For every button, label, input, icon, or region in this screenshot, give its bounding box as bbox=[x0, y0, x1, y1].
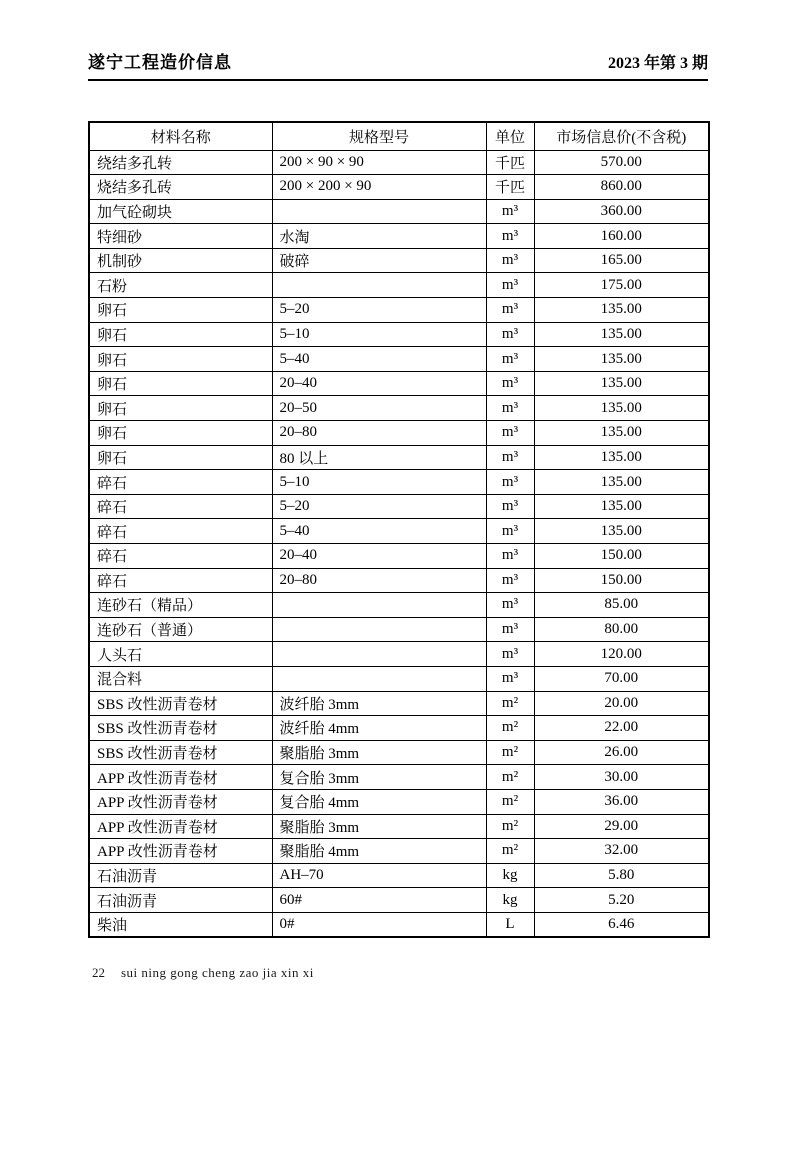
cell-material-name: 绕结多孔转 bbox=[89, 150, 272, 175]
price-table bbox=[88, 121, 710, 938]
cell-material-name: 人头石 bbox=[89, 642, 272, 667]
cell-unit: m³ bbox=[486, 666, 534, 691]
cell-specification: 聚脂胎 3mm bbox=[272, 814, 486, 839]
table-row bbox=[89, 740, 709, 765]
cell-unit: m³ bbox=[486, 642, 534, 667]
cell-material-name: 卵石 bbox=[89, 322, 272, 347]
column-header-0: 材料名称 bbox=[89, 122, 272, 150]
table-row bbox=[89, 248, 709, 273]
cell-specification: 5–40 bbox=[272, 347, 486, 372]
cell-material-name: 卵石 bbox=[89, 347, 272, 372]
cell-price: 85.00 bbox=[534, 593, 709, 618]
cell-material-name: APP 改性沥青卷材 bbox=[89, 789, 272, 814]
table-row bbox=[89, 839, 709, 864]
cell-unit: m³ bbox=[486, 470, 534, 495]
cell-price: 860.00 bbox=[534, 175, 709, 200]
cell-material-name: 碎石 bbox=[89, 519, 272, 544]
cell-unit: m³ bbox=[486, 273, 534, 298]
cell-unit: m³ bbox=[486, 421, 534, 446]
cell-material-name: 加气砼砌块 bbox=[89, 199, 272, 224]
cell-specification: 水淘 bbox=[272, 224, 486, 249]
page-number: 22 bbox=[92, 965, 105, 980]
cell-price: 36.00 bbox=[534, 789, 709, 814]
cell-material-name: SBS 改性沥青卷材 bbox=[89, 691, 272, 716]
table-row bbox=[89, 912, 709, 937]
issue-label: 2023 年第 3 期 bbox=[607, 55, 708, 72]
cell-unit: m² bbox=[486, 740, 534, 765]
table-row bbox=[89, 568, 709, 593]
cell-material-name: 卵石 bbox=[89, 421, 272, 446]
table-row bbox=[89, 691, 709, 716]
table-row bbox=[89, 347, 709, 372]
cell-specification: 20–40 bbox=[272, 544, 486, 569]
table-row bbox=[89, 716, 709, 741]
cell-material-name: 石油沥青 bbox=[89, 863, 272, 888]
table-row bbox=[89, 494, 709, 519]
table-row bbox=[89, 888, 709, 913]
cell-material-name: 石粉 bbox=[89, 273, 272, 298]
cell-specification: 波纤胎 3mm bbox=[272, 691, 486, 716]
cell-unit: m³ bbox=[486, 445, 534, 470]
cell-unit: m² bbox=[486, 691, 534, 716]
table-row bbox=[89, 175, 709, 200]
cell-unit: m³ bbox=[486, 298, 534, 323]
cell-price: 135.00 bbox=[534, 494, 709, 519]
cell-unit: m² bbox=[486, 839, 534, 864]
table-row bbox=[89, 593, 709, 618]
price-table-wrapper bbox=[88, 121, 705, 938]
table-row bbox=[89, 765, 709, 790]
table-row bbox=[89, 617, 709, 642]
cell-price: 135.00 bbox=[534, 322, 709, 347]
cell-specification: 5–20 bbox=[272, 494, 486, 519]
table-row bbox=[89, 396, 709, 421]
cell-material-name: 连砂石（普通） bbox=[89, 617, 272, 642]
table-header-row bbox=[89, 122, 709, 150]
cell-price: 22.00 bbox=[534, 716, 709, 741]
cell-unit: m² bbox=[486, 716, 534, 741]
cell-unit: m³ bbox=[486, 371, 534, 396]
table-row bbox=[89, 470, 709, 495]
cell-specification: 20–50 bbox=[272, 396, 486, 421]
table-row bbox=[89, 789, 709, 814]
cell-price: 150.00 bbox=[534, 544, 709, 569]
cell-price: 175.00 bbox=[534, 273, 709, 298]
table-row bbox=[89, 199, 709, 224]
column-header-2: 单位 bbox=[486, 122, 534, 150]
cell-specification bbox=[272, 593, 486, 618]
cell-unit: m³ bbox=[486, 544, 534, 569]
table-row bbox=[89, 666, 709, 691]
cell-unit: 千匹 bbox=[486, 175, 534, 200]
cell-unit: m² bbox=[486, 765, 534, 790]
cell-price: 360.00 bbox=[534, 199, 709, 224]
cell-specification bbox=[272, 273, 486, 298]
cell-price: 26.00 bbox=[534, 740, 709, 765]
cell-price: 70.00 bbox=[534, 666, 709, 691]
cell-price: 5.20 bbox=[534, 888, 709, 913]
cell-material-name: APP 改性沥青卷材 bbox=[89, 839, 272, 864]
cell-specification: 5–10 bbox=[272, 322, 486, 347]
cell-unit: m³ bbox=[486, 248, 534, 273]
cell-unit: m² bbox=[486, 789, 534, 814]
cell-material-name: 机制砂 bbox=[89, 248, 272, 273]
cell-specification: AH–70 bbox=[272, 863, 486, 888]
cell-specification: 5–20 bbox=[272, 298, 486, 323]
table-row bbox=[89, 322, 709, 347]
cell-specification bbox=[272, 199, 486, 224]
cell-unit: m³ bbox=[486, 199, 534, 224]
cell-specification: 0# bbox=[272, 912, 486, 937]
cell-material-name: 卵石 bbox=[89, 371, 272, 396]
table-row bbox=[89, 519, 709, 544]
cell-material-name: 特细砂 bbox=[89, 224, 272, 249]
cell-unit: m² bbox=[486, 814, 534, 839]
price-table-body bbox=[89, 150, 709, 937]
cell-price: 160.00 bbox=[534, 224, 709, 249]
cell-specification bbox=[272, 617, 486, 642]
cell-material-name: 石油沥青 bbox=[89, 888, 272, 913]
table-row bbox=[89, 445, 709, 470]
cell-material-name: 碎石 bbox=[89, 494, 272, 519]
cell-specification bbox=[272, 642, 486, 667]
cell-specification: 聚脂胎 3mm bbox=[272, 740, 486, 765]
cell-material-name: 柴油 bbox=[89, 912, 272, 937]
cell-specification: 20–80 bbox=[272, 421, 486, 446]
cell-material-name: 连砂石（精品） bbox=[89, 593, 272, 618]
cell-price: 135.00 bbox=[534, 298, 709, 323]
cell-price: 30.00 bbox=[534, 765, 709, 790]
cell-unit: 千匹 bbox=[486, 150, 534, 175]
cell-specification: 复合胎 3mm bbox=[272, 765, 486, 790]
column-header-1: 规格型号 bbox=[272, 122, 486, 150]
cell-price: 570.00 bbox=[534, 150, 709, 175]
cell-material-name: SBS 改性沥青卷材 bbox=[89, 740, 272, 765]
cell-unit: kg bbox=[486, 863, 534, 888]
cell-unit: L bbox=[486, 912, 534, 937]
cell-price: 135.00 bbox=[534, 396, 709, 421]
cell-specification: 聚脂胎 4mm bbox=[272, 839, 486, 864]
cell-material-name: APP 改性沥青卷材 bbox=[89, 765, 272, 790]
cell-material-name: 碎石 bbox=[89, 544, 272, 569]
table-row bbox=[89, 298, 709, 323]
cell-material-name: 碎石 bbox=[89, 568, 272, 593]
table-row bbox=[89, 421, 709, 446]
cell-price: 135.00 bbox=[534, 470, 709, 495]
cell-price: 150.00 bbox=[534, 568, 709, 593]
cell-material-name: 碎石 bbox=[89, 470, 272, 495]
cell-price: 135.00 bbox=[534, 445, 709, 470]
cell-material-name: 烧结多孔砖 bbox=[89, 175, 272, 200]
journal-title: 遂宁工程造价信息 bbox=[88, 53, 232, 72]
cell-unit: m³ bbox=[486, 224, 534, 249]
cell-specification: 5–10 bbox=[272, 470, 486, 495]
table-row bbox=[89, 863, 709, 888]
cell-unit: m³ bbox=[486, 568, 534, 593]
cell-specification: 20–80 bbox=[272, 568, 486, 593]
cell-price: 135.00 bbox=[534, 347, 709, 372]
cell-specification: 破碎 bbox=[272, 248, 486, 273]
cell-price: 5.80 bbox=[534, 863, 709, 888]
cell-price: 135.00 bbox=[534, 519, 709, 544]
page-header bbox=[88, 48, 708, 81]
cell-price: 80.00 bbox=[534, 617, 709, 642]
cell-unit: m³ bbox=[486, 322, 534, 347]
cell-material-name: 卵石 bbox=[89, 396, 272, 421]
cell-unit: m³ bbox=[486, 519, 534, 544]
cell-unit: kg bbox=[486, 888, 534, 913]
page-footer bbox=[92, 965, 793, 981]
cell-specification bbox=[272, 666, 486, 691]
cell-unit: m³ bbox=[486, 347, 534, 372]
cell-price: 32.00 bbox=[534, 839, 709, 864]
cell-price: 135.00 bbox=[534, 371, 709, 396]
table-row bbox=[89, 273, 709, 298]
cell-price: 6.46 bbox=[534, 912, 709, 937]
cell-specification: 5–40 bbox=[272, 519, 486, 544]
footer-romanized-title: sui ning gong cheng zao jia xin xi bbox=[121, 965, 314, 980]
table-row bbox=[89, 150, 709, 175]
cell-unit: m³ bbox=[486, 617, 534, 642]
cell-specification: 20–40 bbox=[272, 371, 486, 396]
cell-price: 29.00 bbox=[534, 814, 709, 839]
cell-material-name: 卵石 bbox=[89, 445, 272, 470]
cell-unit: m³ bbox=[486, 396, 534, 421]
table-row bbox=[89, 544, 709, 569]
cell-specification: 200 × 90 × 90 bbox=[272, 150, 486, 175]
cell-specification: 80 以上 bbox=[272, 445, 486, 470]
cell-price: 135.00 bbox=[534, 421, 709, 446]
cell-unit: m³ bbox=[486, 494, 534, 519]
cell-material-name: 混合料 bbox=[89, 666, 272, 691]
cell-specification: 60# bbox=[272, 888, 486, 913]
cell-specification: 波纤胎 4mm bbox=[272, 716, 486, 741]
cell-price: 20.00 bbox=[534, 691, 709, 716]
cell-material-name: SBS 改性沥青卷材 bbox=[89, 716, 272, 741]
cell-price: 120.00 bbox=[534, 642, 709, 667]
cell-unit: m³ bbox=[486, 593, 534, 618]
column-header-3: 市场信息价(不含税) bbox=[534, 122, 709, 150]
cell-material-name: APP 改性沥青卷材 bbox=[89, 814, 272, 839]
document-page bbox=[0, 48, 793, 1170]
table-row bbox=[89, 642, 709, 667]
cell-price: 165.00 bbox=[534, 248, 709, 273]
cell-specification: 200 × 200 × 90 bbox=[272, 175, 486, 200]
table-row bbox=[89, 224, 709, 249]
table-row bbox=[89, 814, 709, 839]
cell-material-name: 卵石 bbox=[89, 298, 272, 323]
table-row bbox=[89, 371, 709, 396]
cell-specification: 复合胎 4mm bbox=[272, 789, 486, 814]
